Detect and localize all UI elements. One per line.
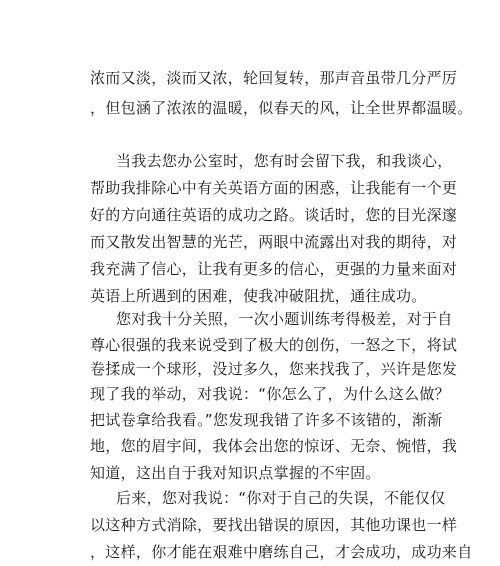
paragraph-3-line-6: 地，您的眉宇间，我体会出您的惊讶、无奈、惋惜，我 — [90, 437, 458, 455]
paragraph-2-line-3: 好的方向通往英语的成功之路。谈话时，您的目光深邃 — [90, 206, 458, 224]
paragraph-2-line-1: 当我去您办公室时，您有时会留下我，和我谈心， — [116, 152, 453, 170]
paragraph-1-line-2: ，但包涵了浓浓的温暖，似春天的风，让全世界都温暖。 — [90, 99, 473, 117]
paragraph-1-line-1: 浓而又淡，淡而又浓，轮回复转，那声音虽带几分严厉 — [90, 69, 458, 87]
paragraph-2-line-2: 帮助我排除心中有关英语方面的困惑，让我能有一个更 — [90, 179, 458, 197]
paragraph-3-line-4: 现了我的举动，对我说：“你怎么了，为什么这么做？ — [90, 385, 450, 403]
paragraph-3-line-5: 把试卷拿给我看。”您发现我错了许多不该错的，渐渐 — [90, 411, 443, 429]
paragraph-2-line-6: 英语上所遇到的困难，使我冲破阻扰，通往成功。 — [90, 287, 427, 305]
paragraph-3-line-7: 知道，这出自于我对知识点掌握的不牢固。 — [90, 464, 381, 482]
paragraph-3-line-3: 卷揉成一个球形，没过多久，您来找我了，兴许是您发 — [90, 360, 458, 378]
paragraph-4-line-2: 以这种方式消除，要找出错误的原因，其他功课也一样 — [90, 516, 458, 534]
paragraph-4-line-3: ，这样，你才能在艰难中磨练自己，才会成功，成功来自 — [90, 543, 473, 561]
paragraph-2-line-5: 我充满了信心，让我有更多的信心，更强的力量来面对 — [90, 260, 458, 278]
paragraph-4-line-1: 后来，您对我说：“你对于自己的失误，不能仅仅 — [116, 489, 446, 507]
paragraph-3-line-1: 您对我十分关照，一次小题训练考得极差，对于自 — [116, 310, 453, 328]
paragraph-3-line-2: 尊心很强的我来说受到了极大的创伤，一怒之下，将试 — [90, 336, 458, 354]
paragraph-2-line-4: 而又散发出智慧的光芒，两眼中流露出对我的期待，对 — [90, 233, 458, 251]
